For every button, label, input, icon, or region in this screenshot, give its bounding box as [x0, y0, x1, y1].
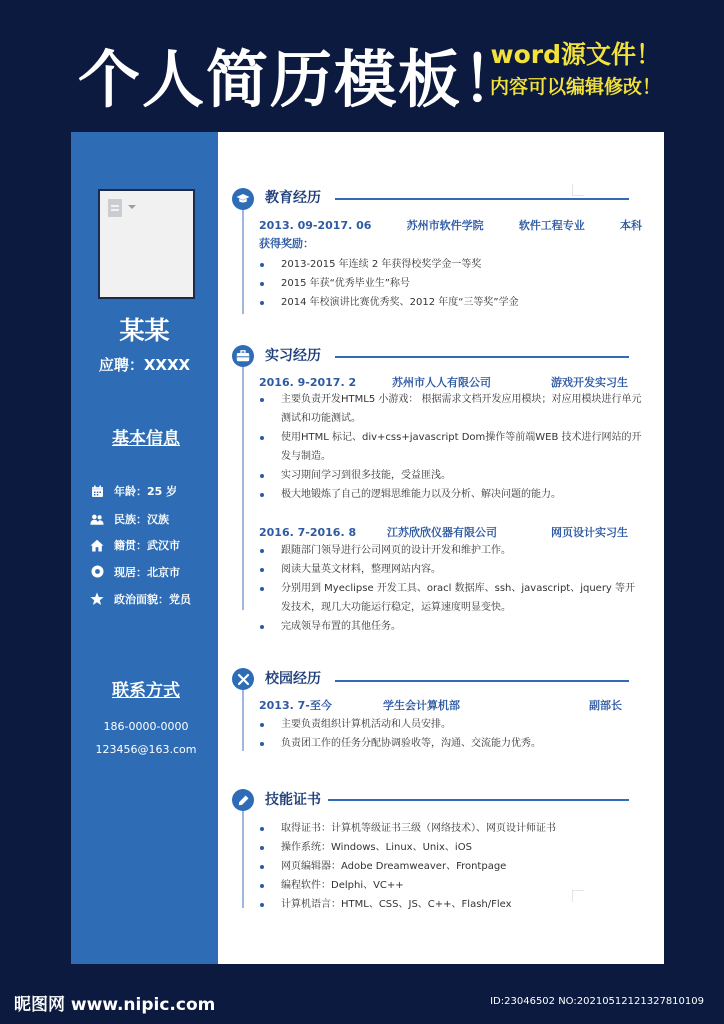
- job-period: 2016. 7-2016. 8: [259, 526, 357, 539]
- people-icon: [90, 512, 104, 526]
- education-degree: 本科: [620, 219, 642, 232]
- basic-info-heading: 基本信息: [112, 429, 180, 449]
- info-ethnicity: 民族：汉族: [114, 513, 169, 526]
- contact-email: 123456@163.com: [95, 743, 197, 756]
- education-school: 苏州市软件学院: [406, 219, 484, 232]
- list-item: 2015 年获“优秀毕业生”称号: [259, 274, 642, 293]
- campus-org: 学生会计算机部: [383, 699, 460, 712]
- graduation-cap-icon: [232, 188, 254, 210]
- image-id: ID:23046502 NO:20210512121327810109: [490, 996, 704, 1007]
- contact-heading: 联系方式: [112, 681, 180, 701]
- job-row: [259, 375, 642, 391]
- internship-rule: [335, 356, 629, 358]
- banner-title: 个人简历模板！: [78, 43, 527, 116]
- campus-period: 2013. 7-至今: [259, 699, 332, 712]
- list-item: 编程软件：Delphi、VC++: [259, 876, 642, 895]
- skills-list: [259, 819, 642, 914]
- education-title: 教育经历: [265, 190, 321, 206]
- list-item: 2013-2015 年连续 2 年获得校奖学金一等奖: [259, 255, 642, 274]
- list-item: 阅读大量英文材料，整理网站内容。: [259, 560, 642, 579]
- job-role: 游戏开发实习生: [551, 376, 628, 389]
- campus-role: 副部长: [589, 699, 622, 712]
- applicant-name: 某某: [119, 316, 170, 345]
- info-age: 年龄：25 岁: [114, 485, 178, 498]
- banner-note: [456, 38, 661, 102]
- job-row: [259, 525, 642, 541]
- list-item: 网页编辑器：Adobe Dreamweaver、Frontpage: [259, 857, 642, 876]
- campus-rule: [335, 680, 629, 682]
- job-duties-list: [259, 390, 642, 504]
- campus-row: [259, 698, 642, 714]
- list-item: 2014 年校演讲比赛优秀奖、2012 年度“三等奖”学金: [259, 293, 642, 312]
- banner-note-line1: word源文件！: [490, 40, 661, 69]
- info-hometown: 籍贯：武汉市: [114, 539, 180, 552]
- job-company: 江苏欣欣仪器有限公司: [387, 526, 497, 539]
- info-residence: 现居：北京市: [114, 566, 180, 579]
- document-icon: [108, 199, 122, 217]
- briefcase-icon: [232, 345, 254, 367]
- site-logo: 昵图网 www.nipic.com: [14, 995, 216, 1015]
- info-row-residence: [90, 563, 180, 581]
- list-item: 取得证书：计算机等级证书三级（网络技术）、网页设计师证书: [259, 819, 642, 838]
- home-icon: [90, 538, 104, 552]
- edit-icon: [232, 789, 254, 811]
- job-role: 网页设计实习生: [551, 526, 628, 539]
- job-company: 苏州市人人有限公司: [392, 376, 491, 389]
- info-row-ethnicity: [90, 510, 169, 528]
- education-major: 软件工程专业: [518, 219, 585, 232]
- star-icon: [90, 592, 104, 606]
- corner-mark: [572, 184, 584, 196]
- list-item: 主要负责开发HTML5 小游戏： 根据需求文档开发应用模块；对应用模块进行单元测试和功能测试。: [259, 390, 642, 428]
- skills-title: 技能证书: [265, 792, 321, 808]
- photo-placeholder[interactable]: [98, 189, 195, 299]
- skills-timeline: [242, 810, 244, 908]
- location-icon: [90, 565, 104, 579]
- education-awards-list: [259, 255, 642, 312]
- list-item: 极大地锻炼了自己的逻辑思维能力以及分析、解决问题的能力。: [259, 485, 642, 504]
- list-item: 分别用到 Myeclipse 开发工具、oracl 数据库、ssh、javascript、jquery 等开发技术，现几大功能运行稳定，运算速度明显变快。: [259, 579, 642, 617]
- skills-rule: [328, 799, 629, 801]
- list-item: 主要负责组织计算机活动和人员安排。: [259, 715, 642, 734]
- list-item: 跟随部门领导进行公司网页的设计开发和维护工作。: [259, 541, 642, 560]
- list-item: 实习期间学习到很多技能，受益匪浅。: [259, 466, 642, 485]
- internship-timeline: [242, 366, 244, 610]
- campus-duties-list: [259, 715, 642, 753]
- list-item: 计算机语言：HTML、CSS、JS、C++、Flash/Flex: [259, 895, 642, 914]
- list-item: 操作系统：Windows、Linux、Unix、iOS: [259, 838, 642, 857]
- chevron-down-icon: [128, 205, 136, 209]
- resume-page: [71, 132, 664, 964]
- info-row-age: [90, 482, 177, 500]
- campus-title: 校园经历: [265, 671, 321, 687]
- education-rule: [335, 198, 629, 200]
- education-awards-label: 获得奖励：: [259, 237, 314, 250]
- tools-icon: [232, 668, 254, 690]
- resume-sidebar: [71, 132, 218, 964]
- education-period: 2013. 09-2017. 06: [259, 219, 372, 232]
- applied-position: 应聘：XXXX: [98, 356, 191, 374]
- job-duties-list: [259, 541, 642, 636]
- list-item: 使用HTML 标记、div+css+javascript Dom操作等前端WEB 技术进行网站的开发与制造。: [259, 428, 642, 466]
- campus-timeline: [242, 687, 244, 751]
- education-row: [259, 218, 642, 234]
- contact-phone: 186-0000-0000: [103, 720, 189, 733]
- list-item: 完成领导布置的其他任务。: [259, 617, 642, 636]
- calendar-icon: [90, 484, 104, 498]
- job-period: 2016. 9-2017. 2: [259, 376, 357, 389]
- resume-main: [218, 132, 664, 964]
- education-timeline: [242, 206, 244, 314]
- internship-title: 实习经历: [265, 348, 321, 364]
- banner-note-line2: 内容可以编辑修改！: [489, 76, 661, 98]
- info-political: 政治面貌：党员: [114, 593, 191, 606]
- list-item: 负责团工作的任务分配协调验收等，沟通、交流能力优秀。: [259, 734, 642, 753]
- info-row-hometown: [90, 536, 180, 554]
- info-row-political: [90, 590, 191, 608]
